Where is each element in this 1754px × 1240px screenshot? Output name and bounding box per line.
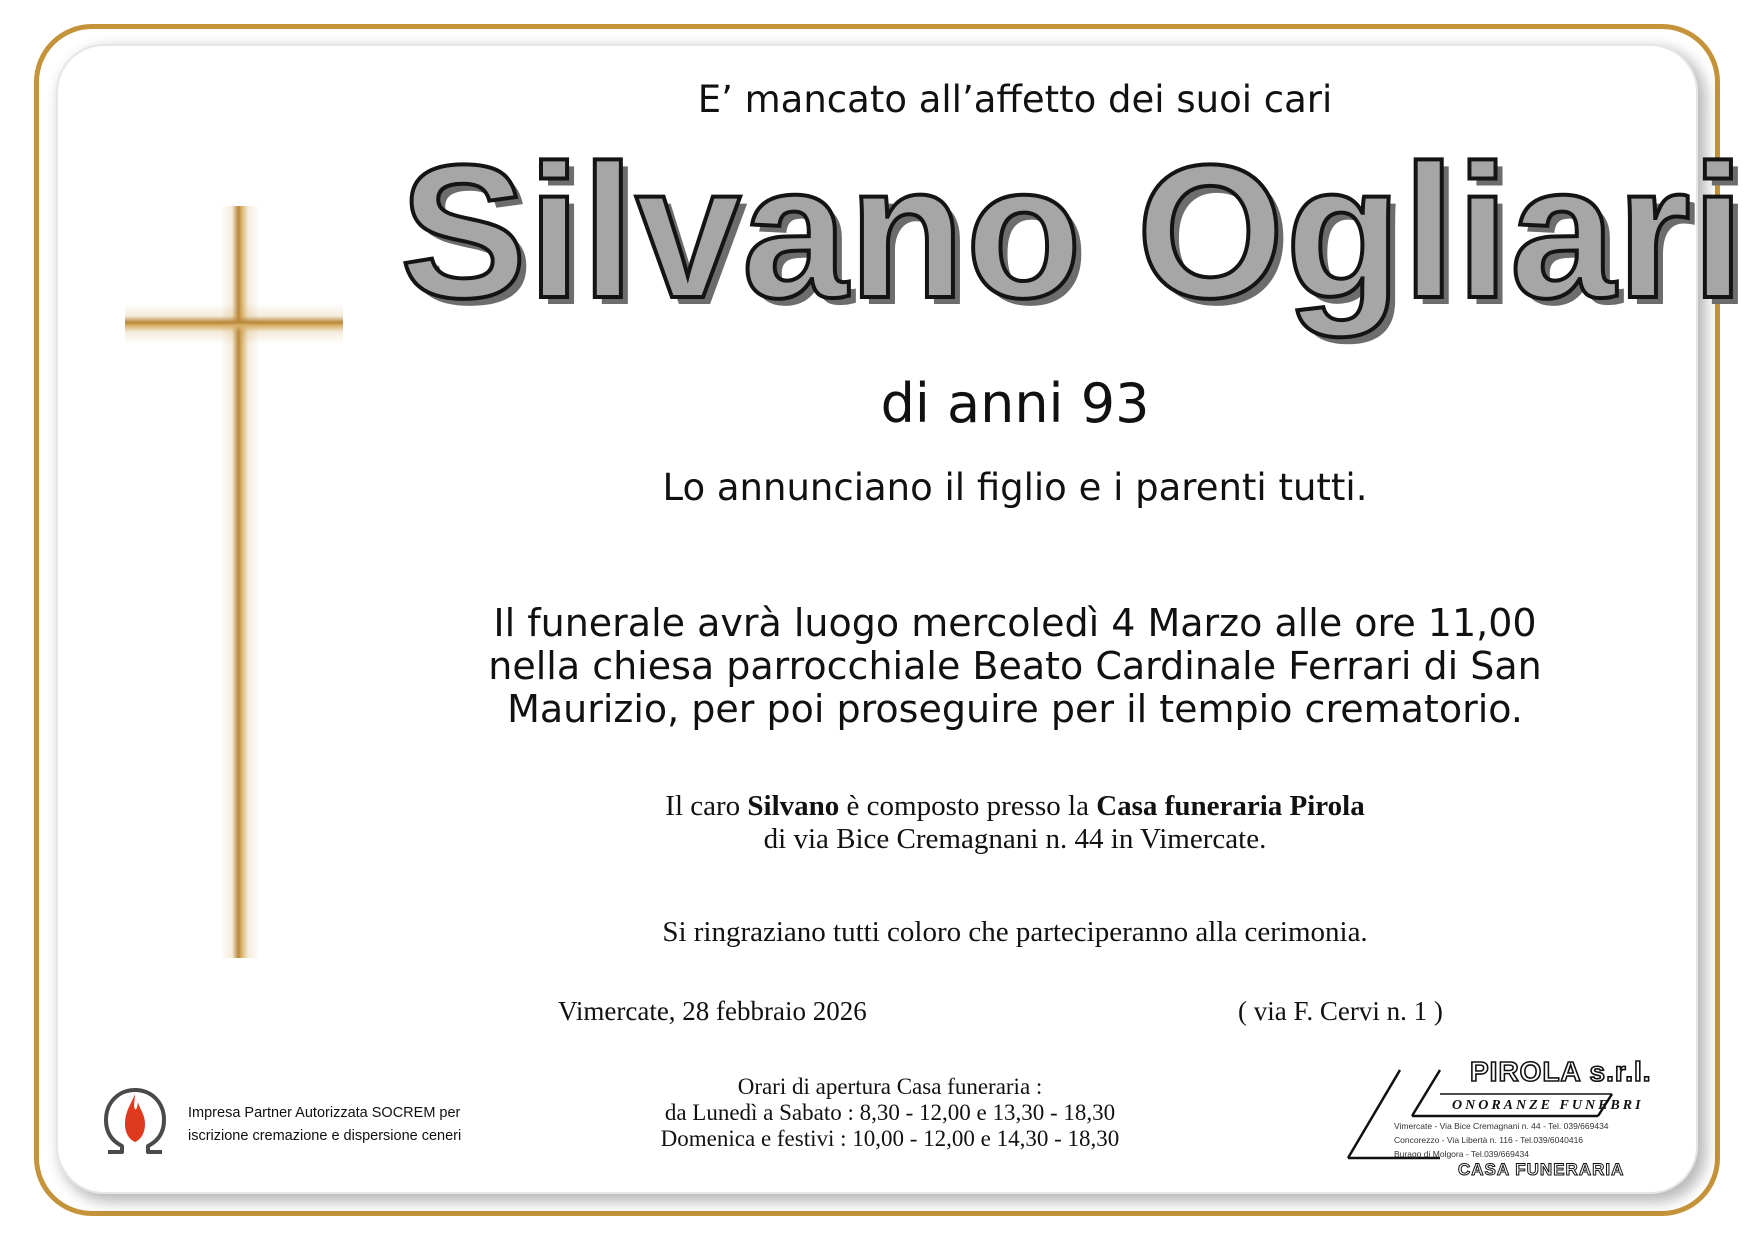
- pirola-subtitle: ONORANZE FUNEBRI: [1452, 1098, 1644, 1113]
- notice-date: Vimercate, 28 febbraio 2026: [558, 996, 867, 1026]
- pirola-address-2: Concorezzo - Via Libertà n. 116 - Tel.039/6040416: [1394, 1135, 1584, 1145]
- viewing-place: Casa funeraria Pirola: [1096, 790, 1365, 822]
- viewing-middle: è composto presso la: [839, 790, 1097, 822]
- intro-line: E’ mancato all’affetto dei suoi cari: [697, 78, 1333, 121]
- hours-holidays: Domenica e festivi : 10,00 - 12,00 e 14,30 - 18,30: [660, 1126, 1120, 1151]
- pirola-title: PIROLA s.r.l.: [1470, 1056, 1652, 1087]
- hours-weekdays: da Lunedì a Sabato : 8,30 - 12,00 e 13,30 - 18,30: [664, 1100, 1116, 1125]
- viewing-line-2: di via Bice Cremagnani n. 44 in Vimercate.: [763, 823, 1267, 855]
- thanks-line: Si ringraziano tutti coloro che parteciperanno alla cerimonia.: [662, 916, 1368, 948]
- funeral-line-2: nella chiesa parrocchiale Beato Cardinale Ferrari di San: [488, 644, 1542, 688]
- cross-icon-horizontal: [125, 304, 343, 344]
- viewing-prefix: Il caro: [665, 790, 748, 822]
- deceased-name: Silvano Ogliari: [400, 126, 1746, 338]
- funeral-line-3: Maurizio, per poi proseguire per il tempio crematorio.: [507, 687, 1523, 731]
- hours-title: Orari di apertura Casa funeraria :: [737, 1074, 1043, 1099]
- viewing-details: [400, 790, 1630, 856]
- viewing-name: Silvano: [747, 790, 840, 822]
- funeral-line-1: Il funerale avrà luogo mercoledì 4 Marzo alle ore 11,00: [493, 601, 1537, 645]
- pirola-address-1: Vimercate - Via Bice Cremagnani n. 44 - Tel. 039/669434: [1394, 1121, 1609, 1131]
- pirola-casa-funeraria: CASA FUNERARIA: [1458, 1160, 1625, 1179]
- viewing-line-1: [400, 790, 1630, 823]
- socrem-line-1: Impresa Partner Autorizzata SOCREM per: [188, 1105, 461, 1121]
- announcement-line: Lo annunciano il figlio e i parenti tutti.: [662, 466, 1368, 509]
- pirola-logo: [1340, 1056, 1670, 1186]
- socrem-logo-icon: [100, 1080, 170, 1158]
- socrem-line-2: iscrizione cremazione e dispersione ceneri: [188, 1128, 462, 1144]
- opening-hours: [600, 1074, 1180, 1152]
- notice-address: ( via F. Cervi n. 1 ): [1238, 996, 1443, 1026]
- pirola-address-3: Burago di Molgora - Tel.039/669434: [1394, 1149, 1529, 1159]
- socrem-text: [188, 1102, 461, 1148]
- funeral-details: [400, 602, 1630, 731]
- age-line: di anni 93: [880, 372, 1150, 435]
